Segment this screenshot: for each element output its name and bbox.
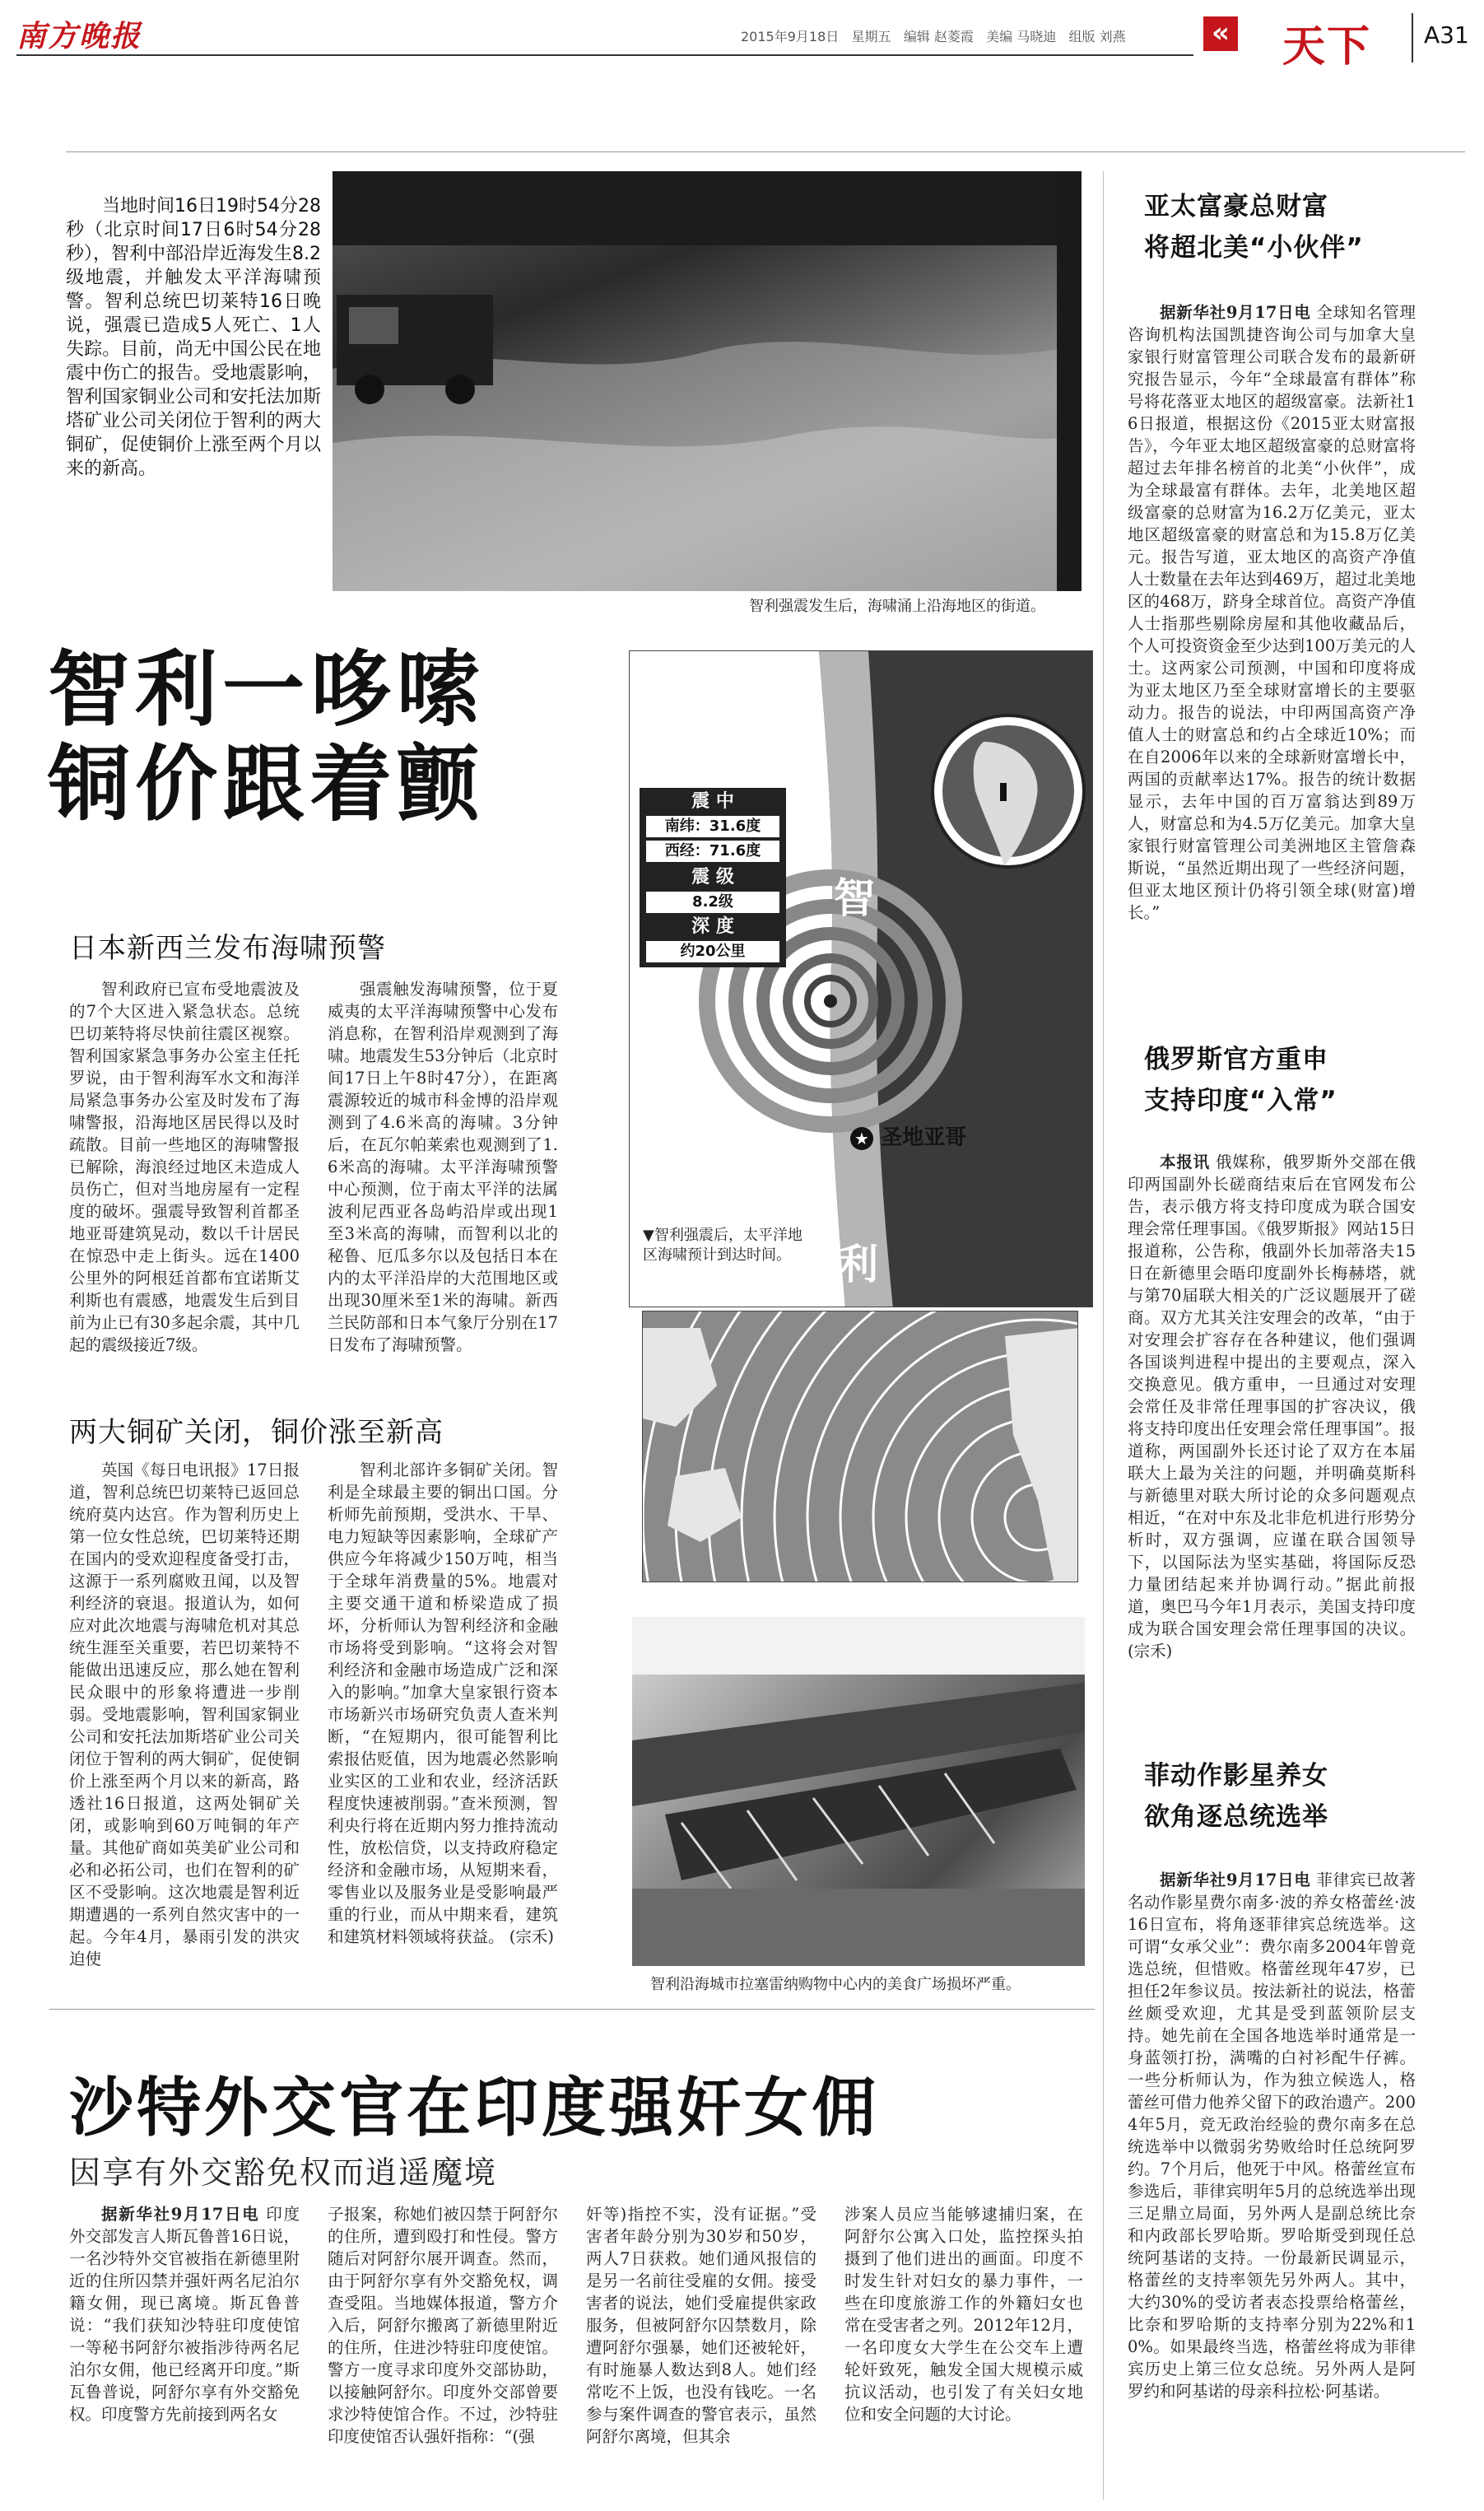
story1-title: 日本新西兰发布海啸预警 — [69, 932, 386, 965]
story3-col2: 子报案，称她们被囚禁于阿舒尔的住所，遭到殴打和性侵。警方随后对阿舒尔展开调查。然而，由于阿舒尔享有外交豁免权，调查受阻。当地媒体报道，警方介入后，阿舒尔搬离了新德里附近的住所，住进沙特驻印度使馆。警方一度寻求印度外交部协助，以接触阿舒尔。印度外交部曾要求沙特使馆合作。不过，沙特驻印度使馆否认强奸指称：“(强 — [328, 2205, 558, 2446]
tsunami-propagation-map — [642, 1311, 1078, 1582]
map-infographic — [629, 650, 1093, 1307]
story3-col3: 奸等)指控不实，没有证据。”受害者年龄分别为30岁和50岁，两人7日获救。她们通风报信的是另一名前往受雇的女佣。接受害者的说法，她们受雇提供家政服务，但被阿舒尔囚禁数月，除遭阿舒尔强暴，她们还被轮奸，有时施暴人数达到8人。她们经常吃不上饭，也没有钱吃。一名参与案件调查的警官表示，虽然阿舒尔离境，但其余 — [586, 2205, 816, 2446]
section-arrow-box — [1203, 16, 1238, 51]
main-headline-line1: 智利一哆嗦 — [48, 641, 484, 738]
right2-title-line2: 支持印度“入常” — [1144, 1086, 1337, 1116]
story2-title: 两大铜矿关闭，铜价涨至新高 — [69, 1416, 444, 1449]
photo1-caption: 智利强震发生后，海啸涌上沿海地区的街道。 — [749, 598, 1045, 615]
right2-title — [1144, 1039, 1337, 1121]
story3-rule — [49, 2009, 1095, 2010]
right1-text: 全球知名管理咨询机构法国凯捷咨询公司与加拿大皇家银行财富管理公司联合发布的最新研究报告显示，今年“全球最富有群体”称号将花落亚太地区的超级富豪。法新社16日报道，根据这份《2015亚太财富报告》，今年亚太地区超级富豪的总财富将超过去年排名榜首的北美“小伙伴”，成为全球最富有群体。去年，北美地区超级富豪的总财富为16.2万亿美元，亚太地区超级富豪的财富总和为15.8万亿美元。报告写道，亚太地区的高资产净值人士数量在去年达到469万，超过北美地区的468万，跻身全球首位。高资产净值人士指那些剔除房屋和其他收藏品后，个人可投资资金至少达到100万美元的人士。这两家公司预测，中国和印度将成为亚太地区乃至全球财富增长的主要驱动力。报告的说法，中印两国高资产净值人士的财富总和约占全球近10%；而在自2006年以来的全球新财富增长中，两国的贡献率达17%。报告的统计数据显示，去年中国的百万富翁达到89万人，财富总和为4.5万亿美元。加拿大皇家银行财富管理公司美洲地区主管詹森斯说，“虽然近期出现了一些经济问题，但亚太地区预计仍将引领全球(财富)增长。” — [1128, 303, 1416, 922]
tsunami-street-photo — [333, 171, 1082, 591]
masthead-weekday: 星期五 — [851, 29, 891, 44]
quake-lat: 南纬：31.6度 — [646, 816, 779, 837]
city-name: 圣地亚哥 — [881, 1125, 967, 1150]
right1-title-line2: 将超北美“小伙伴” — [1144, 233, 1364, 263]
tsunami-map-caption: ▼智利强震后，太平洋地区海啸预计到达时间。 — [641, 1224, 814, 1267]
right1-title — [1144, 186, 1364, 268]
mall-damage-graphic — [632, 1617, 1085, 1966]
chile-map-graphic — [630, 651, 1093, 1307]
top-rule — [66, 151, 1465, 152]
page-number: A31 — [1424, 21, 1469, 49]
masthead-proof: 组版 刘燕 — [1068, 29, 1126, 44]
masthead-artist: 美编 马晓迪 — [986, 29, 1057, 44]
story3-col1 — [69, 2203, 300, 2499]
masthead-editor: 编辑 赵菱霞 — [903, 29, 974, 44]
map-label-char2: 利 — [837, 1241, 878, 1288]
quake-lon: 西经：71.6度 — [646, 841, 779, 862]
right3-title — [1144, 1755, 1328, 1838]
story2-col2 — [328, 1459, 558, 1986]
depth-title: 深 度 — [691, 916, 734, 937]
tsunami-wavefronts-graphic — [643, 1311, 1078, 1582]
photo2-caption: 智利沿海城市拉塞雷纳购物中心内的美食广场损坏严重。 — [650, 1976, 1021, 1993]
quake-title: 震 中 — [691, 791, 734, 812]
right3-title-line2: 欲角逐总统选举 — [1144, 1802, 1328, 1832]
lead-paragraph: 当地时间16日19时54分28秒（北京时间17日6时54分28秒），智利中部沿岸近海发生8.2级地震，并触发太平洋海啸预警。智利总统巴切莱特16日晚说，强震已造成5人死亡、1人失踪。目前，尚无中国公民在地震中伤亡的报告。受地震影响，智利国家铜业公司和安托法加斯塔矿业公司关闭位于智利的两大铜矿，促使铜价上涨至两个月以来的新高。 — [66, 196, 321, 479]
story3-col4: 涉案人员应当能够逮捕归案，在阿舒尔公寓入口处，监控探头拍摄到了他们进出的画面。印度不时发生针对妇女的暴力事件，一些在印度旅游工作的外籍妇女也常在受害者之列。2012年12月，一名印度女大学生在公交车上遭轮奸致死，触发全国大规模示威抗议活动，也引发了有关妇女地位和安全问题的大讨论。 — [844, 2205, 1083, 2424]
city-label — [850, 1120, 966, 1151]
story3-title: 沙特外交官在印度强奸女佣 — [69, 2071, 880, 2145]
masthead-rule — [16, 54, 1193, 56]
story3-dateline: 据新华社9月17日电 — [101, 2205, 260, 2224]
masthead-divider — [1412, 13, 1413, 63]
right3-text: 菲律宾已故著名动作影星费尔南多·波的养女格蕾丝·波16日宣布，将角逐菲律宾总统选举。这可谓“女承父业”：费尔南多2004年曾竟选总统，但惜败。格蕾丝现年47岁，已担任2年参议员。按法新社的说法，格蕾丝颇受欢迎，尤其是受到蓝领阶层支持。她先前在全国各地选举时通常是一身蓝领打扮，满嘴的白衬衫配牛仔裤。一些分析师认为，作为独立候选人，格蕾丝可借力他养父留下的政治遗产。2004年5月，竞无政治经验的费尔南多在总统选举中以微弱劣势败给时任总统阿罗约。7个月后，他死于中风。格蕾丝宣布参选后，菲律宾明年5月的总统选举出现三足鼎立局面，另外两人是副总统比奈和内政部长罗哈斯。罗哈斯受到现任总统阿基诺的支持。一份最新民调显示，格蕾丝的支持率领先另外两人。其中，大约30%的受访者表态投票给格蕾丝，比奈和罗哈斯的支持率分别为22%和10%。如果最终当选，格蕾丝将成为菲律宾历史上第三位女总统。另外两人是阿罗约和阿基诺的母亲科拉松·阿基诺。 — [1128, 1870, 1416, 2401]
story2-col1: 英国《每日电讯报》17日报道，智利总统巴切莱特已返回总统府莫内达宫。作为智利历史上第一位女性总统，巴切莱特还期在国内的受欢迎程度备受打击，这源于一系列腐败丑闻，以及智利经济的衰退。报道认为，如何应对此次地震与海啸危机对其总统生涯至关重要，若巴切莱特不能做出迅速反应，那么她在智利民众眼中的形象将遭进一步削弱。受地震影响，智利国家铜业公司和安托法加斯塔矿业公司关闭位于智利的两大铜矿，促使铜价上涨至两个月以来的新高，路透社16日报道，这两处铜矿关闭，或影响到60万吨铜的年产量。其他矿商如英美矿业公司和必和必拓公司，也们在智利的矿区不受影响。这次地震是智利近期遭遇的一系列自然灾害中的一起。今年4月，暴雨引发的洪灾迫使 — [69, 1460, 300, 1968]
tsunami-scene-graphic — [333, 171, 1082, 591]
story2-col2-text: 智利北部许多铜矿关闭。智利是全球最主要的铜出口国。分析师先前预期，受洪水、干旱、电力短缺等因素影响，全球矿产供应今年将减少150万吨，相当于全球年消费量的5%。地震对主要交通干道和桥梁造成了损坏，分析师认为智利经济和金融市场将受到影响。“这将会对智利经济和金融市场造成广泛和深入的影响。”加拿大皇家银行资本市场新兴市场研究负责人查米判断，“在短期内，很可能智利比索报估贬值，因为地震必然影响业实区的工业和农业，经济活跃程度快速被削弱。”查米预测，智利央行将在近期内努力推持流动性，放松信贷，以支持政府稳定经济和金融市场，从短期来看，零售业以及服务业是受影响最严重的行业，而从中期来看，建筑和建筑材料领域将获益。 — [328, 1460, 558, 1946]
right3-body — [1128, 1869, 1416, 2503]
map-label-char1: 智 — [834, 874, 875, 922]
right2-dateline: 本报讯 — [1160, 1153, 1210, 1172]
right1-body — [1128, 301, 1416, 1018]
right2-title-line1: 俄罗斯官方重申 — [1144, 1045, 1328, 1074]
star-icon: ★ — [850, 1127, 873, 1150]
mall-damage-photo — [632, 1617, 1085, 1966]
story1-col1: 智利政府已宣布受地震波及的7个大区进入紧急状态。总统巴切莱特将尽快前往震区视察。智利国家紧急事务办公室主任托罗说，由于智利海军水文和海洋局紧急事务办公室及时发布了海啸警报，沿海地区居民得以及时疏散。目前一些地区的海啸警报已解除，海浪经过地区未造成人员伤亡，但对当地房屋有一定程度的破坏。强震导致智利首都圣地亚哥建筑晃动，数以千计居民在惊恐中走上街头。远在1400公里外的阿根廷首都布宜诺斯艾利斯也有震感，地震发生后到目前为止已有30多起余震，其中几起的震级接近7级。 — [69, 980, 300, 1354]
story1-col2: 强震触发海啸预警，位于夏威夷的太平洋海啸预警中心发布消息称，在智利沿岸观测到了海啸。地震发生53分钟后（北京时间17日上午8时47分），在距离震源较近的城市科金博的沿岸观测到了4.6米高的海啸。3分钟后，在瓦尔帕莱索也观测到了1.6米高的海啸。太平洋海啸预警中心预测，位于南太平洋的法属波利尼西亚各岛屿沿岸或出现1至3米高的海啸，而智利以北的秘鲁、厄瓜多尔以及包括日本在内的太平洋沿岸的大范围地区或出现30厘米至1米的海啸。新西兰民防部和日本气象厅分别在17日发布了海啸预警。 — [328, 980, 558, 1354]
section-name: 天下 — [1282, 22, 1372, 72]
quake-info-box — [640, 788, 786, 967]
depth-value: 约20公里 — [646, 941, 779, 962]
right2-byline: (宗禾) — [1128, 1642, 1173, 1661]
double-left-arrow-icon: « — [1212, 16, 1230, 49]
right3-title-line1: 菲动作影星养女 — [1144, 1761, 1328, 1791]
story2-byline: (宗禾) — [509, 1927, 554, 1946]
main-headline — [48, 642, 484, 832]
masthead-date: 2015年9月18日 — [741, 29, 840, 44]
right2-text: 俄媒称，俄罗斯外交部在俄印两国副外长磋商结束后在官网发布公告，表示俄方将支持印度成为联合国安理会常任理事国。《俄罗斯报》网站15日报道称，公告称，俄副外长加蒂洛夫15日在新德里会晤印度副外长梅赫塔，就与第70届联大相关的广泛议题展开了磋商。双方尤其关注安理会的改革，“由于对安理会扩容存在各种建议，他们强调各国谈判进程中提出的主要观点，深入交换意见。俄方重申，一旦通过对安理会常任及非常任理事国的扩容决议，俄将支持印度出任安理会常任理事国”。报道称，两国副外长还讨论了双方在本届联大上最为关注的问题，并明确莫斯科与新德里对联大所讨论的众多问题观点相近，“在对中东及北非危机进行形势分析时，双方强调，应谨在联合国领导下，以国际法为坚实基础，将国际反恐力量团结起来并协调行动。”据此前报道，奥巴马今年1月表示，美国支持印度成为联合国安理会常任理事国的决议。 — [1128, 1153, 1416, 1638]
story3-col1-text: 印度外交部发言人斯瓦鲁普16日说，一名沙特外交官被指在新德里附近的住所囚禁并强奸两名尼泊尔籍女佣，现已离境。斯瓦鲁普说：“我们获知沙特驻印度使馆一等秘书阿舒尔被指涉待两名尼泊尔女佣，他已经离开印度。”斯瓦鲁普说，阿舒尔享有外交豁免权。印度警方先前接到两名女 — [69, 2205, 300, 2424]
masthead-logo: 南方晚报 — [16, 19, 142, 54]
right3-dateline: 据新华社9月17日电 — [1160, 1870, 1311, 1889]
right2-body — [1128, 1151, 1416, 1735]
right1-title-line1: 亚太富豪总财富 — [1144, 192, 1328, 221]
story3-subtitle: 因享有外交豁免权而逍遥魔境 — [69, 2155, 498, 2191]
masthead-info — [741, 26, 1126, 45]
right1-dateline: 据新华社9月17日电 — [1160, 303, 1311, 322]
mag-value: 8.2级 — [646, 892, 779, 913]
right-column-divider — [1103, 171, 1104, 2499]
mag-title: 震 级 — [691, 867, 734, 887]
main-headline-line2: 铜价跟着颤 — [48, 736, 484, 832]
